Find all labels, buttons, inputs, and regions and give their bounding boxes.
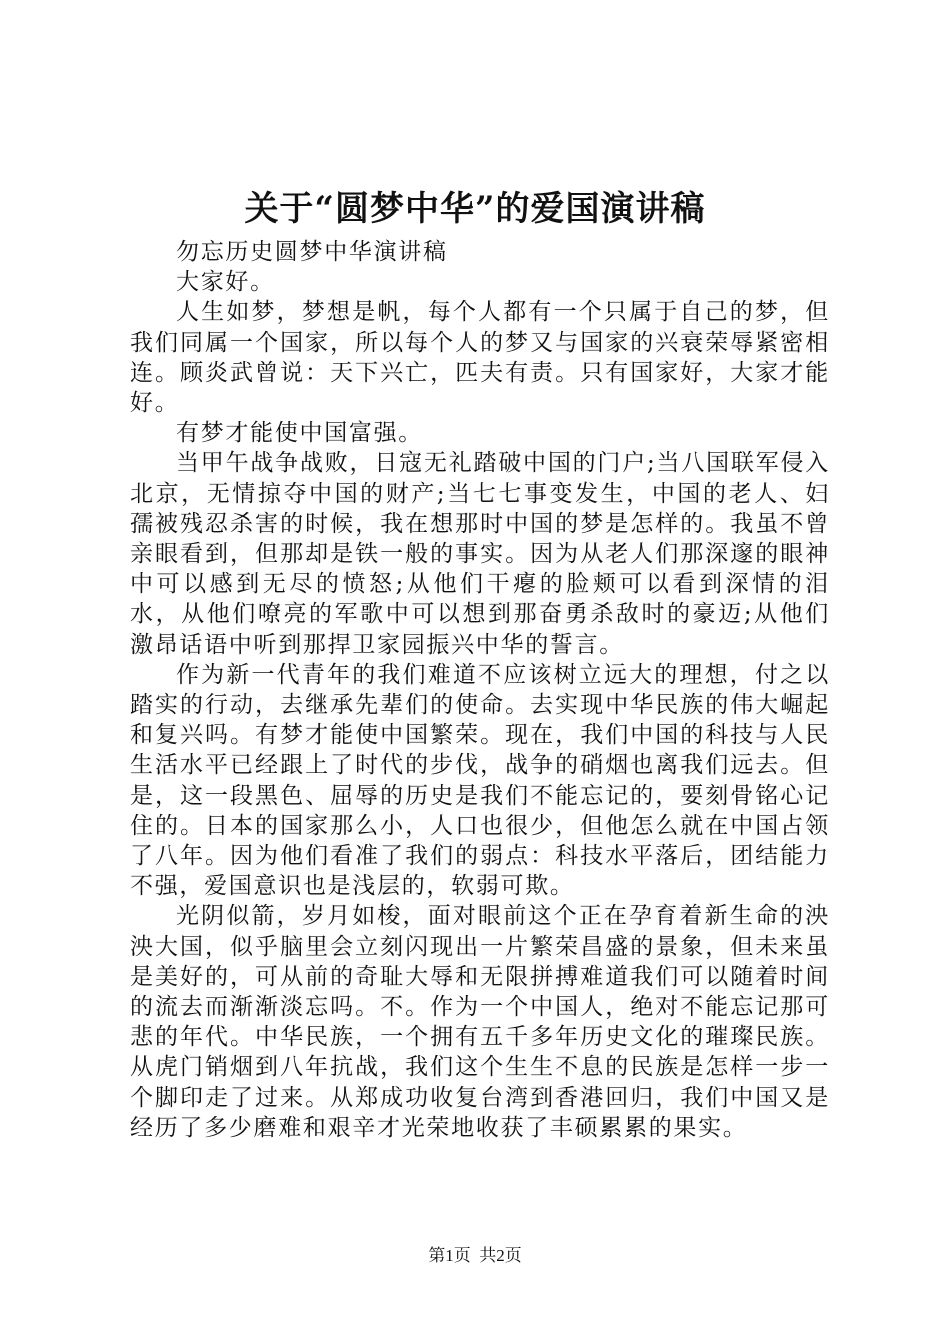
paragraph-greeting: 大家好。	[176, 269, 275, 296]
paragraph: 光阴似箭，岁月如梭，面对眼前这个正在孕育着新生命的泱泱大国，似乎脑里会立刻闪现出一片繁荣昌盛的景象，但未来虽是美好的，可从前的奇耻大辱和无限拼搏难道我们可以随着时间的流去而渐渐淡忘吗。不。作为一个中国人，绝对不能忘记那可悲的年代。中华民族，一个拥有五千多年历史文化的璀璨民族。从虎门销烟到八年抗战，我们这个生生不息的民族是怎样一步一个脚印走了过来。从郑成功收复台湾到香港回归，我们中国又是经历了多少磨难和艰辛才光荣地收获了丰硕累累的果实。	[130, 903, 830, 1141]
page-total: 共2页	[479, 1246, 522, 1265]
paragraph: 人生如梦，梦想是帆，每个人都有一个只属于自己的梦，但我们同属一个国家，所以每个人的梦又与国家的兴衰荣辱紧密相连。顾炎武曾说：天下兴亡，匹夫有责。只有国家好，大家才能好。	[130, 299, 830, 417]
document-body	[130, 237, 830, 1143]
paragraph: 作为新一代青年的我们难道不应该树立远大的理想，付之以踏实的行动，去继承先辈们的使命。去实现中华民族的伟大崛起和复兴吗。有梦才能使中国繁荣。现在，我们中国的科技与人民生活水平已经跟上了时代的步伐，战争的硝烟也离我们远去。但是，这一段黑色、屈辱的历史是我们不能忘记的，要刻骨铭心记住的。日本的国家那么小，人口也很少，但他怎么就在中国占领了八年。因为他们看准了我们的弱点：科技水平落后，团结能力不强，爱国意识也是浅层的，软弱可欺。	[130, 661, 830, 900]
page-footer	[0, 1244, 950, 1268]
paragraph: 当甲午战争战败，日寇无礼踏破中国的门户;当八国联军侵入北京，无情掠夺中国的财产;当七七事变发生，中国的老人、妇孺被残忍杀害的时候，我在想那时中国的梦是怎样的。我虽不曾亲眼看到，但那却是铁一般的事实。因为从老人们那深邃的眼神中可以感到无尽的愤怒;从他们干瘪的脸颊可以看到深情的泪水，从他们嘹亮的军歌中可以想到那奋勇杀敌时的豪迈;从他们激昂话语中听到那捍卫家园振兴中华的誓言。	[130, 450, 830, 658]
document-title: 关于“圆梦中华”的爱国演讲稿	[244, 189, 706, 229]
paragraph-subtitle: 勿忘历史圆梦中华演讲稿	[176, 239, 448, 265]
paragraph: 有梦才能使中国富强。	[176, 420, 423, 447]
page-number: 第1页	[428, 1246, 471, 1265]
